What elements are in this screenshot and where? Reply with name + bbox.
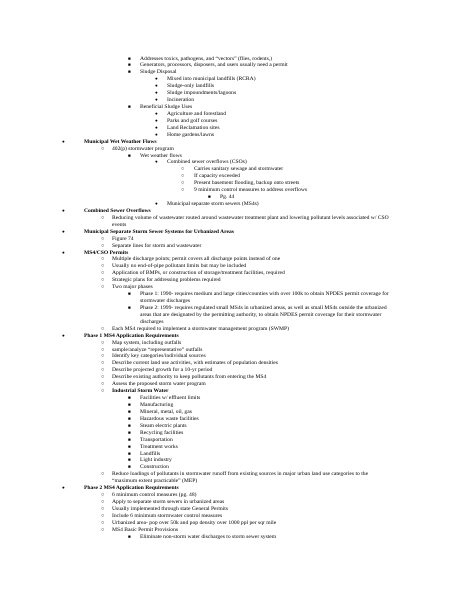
outline-item-text: Figure 74: [112, 235, 134, 242]
disc-bullet-icon: ●: [155, 90, 158, 96]
outline-item-text: Light industry: [140, 457, 172, 464]
disc-bullet-icon: ●: [62, 207, 65, 213]
disc-bullet-icon: ●: [62, 485, 65, 491]
outline-item-text: Combined Sewer Overflows: [84, 207, 151, 214]
outline-item-text: 402(p) stormwater program: [112, 145, 174, 152]
outline-item-text: Describe projected growth for a 10-yr period: [112, 367, 213, 374]
outline-item-text: Apply to separate storm sewers in urbanized areas: [112, 499, 225, 506]
outline-item-text: Facilities w/ effluent limits: [140, 395, 201, 402]
disc-bullet-icon: ●: [155, 97, 158, 103]
outline-item-text: Steam electric plants: [140, 422, 187, 429]
outline-item-text: Home gardens/lawns: [167, 131, 215, 138]
outline-item-text: Industrial Storm Water: [112, 388, 169, 395]
circle-bullet-icon: ○: [101, 526, 105, 533]
disc-bullet-icon: ●: [62, 332, 65, 338]
square-bullet-icon: ■: [128, 62, 131, 68]
square-bullet-icon: ■: [128, 429, 131, 435]
outline-item-text: Carries sanitary sewage and stormwater: [194, 166, 284, 173]
outline-item-text: Two major phases: [112, 284, 153, 291]
square-bullet-icon: ■: [128, 464, 131, 470]
square-bullet-icon: ■: [128, 304, 131, 310]
square-bullet-icon: ■: [128, 55, 131, 61]
circle-bullet-icon: ○: [101, 263, 105, 270]
outline-item-text: Present basement flooding, backup onto streets: [194, 180, 300, 187]
outline-item-text: Mineral, metal, oil, gas: [140, 408, 192, 415]
disc-bullet-icon: ●: [155, 124, 158, 130]
outline-item-text: Include 6 minimum stormwater control measures: [112, 512, 223, 519]
square-bullet-icon: ■: [128, 533, 131, 539]
outline-item-text: 6 minimum control measures (pg. 48): [112, 492, 197, 499]
circle-bullet-icon: ○: [101, 284, 105, 291]
outline-item-text: Identify key categories/individual sources: [112, 353, 206, 360]
disc-bullet-icon: ●: [155, 76, 158, 82]
circle-bullet-icon: ○: [101, 505, 105, 512]
square-bullet-icon: ■: [128, 422, 131, 428]
circle-bullet-icon: ○: [101, 374, 105, 381]
outline-item-text: Municipal separate storm sewers (MS4s): [167, 201, 259, 208]
outline-item-text: Usually implemented through state General Permits: [112, 505, 229, 512]
outline-item-continuation-text: events: [112, 221, 127, 228]
square-bullet-icon: ■: [208, 194, 211, 200]
circle-bullet-icon: ○: [101, 492, 105, 499]
outline-item-text: Pg. 44: [220, 194, 235, 201]
outline-item-text: Addresses toxics, pathogens, and “vectors” (flies, rodents,): [140, 55, 273, 62]
outline-item-text: Assess the proposed storm water program: [112, 381, 206, 388]
outline-item-text: Reducing volume of wastewater routed around wastewater treatment plant and lowering pollutant levels associated w/ CSO: [112, 214, 389, 221]
outline-item-text: Phase 2: 1999- requires regulated small MS4s in urbanized areas, as well as small MS4s outside the urbanized: [140, 304, 387, 311]
outline-item-text: Generators, processors, disposers, and users usually need a permit: [140, 62, 288, 69]
outline-item-text: Mixed into municipal landfills (RCRA): [167, 76, 256, 83]
outline-item-text: Transportation: [140, 436, 173, 443]
circle-bullet-icon: ○: [101, 270, 105, 277]
circle-bullet-icon: ○: [101, 235, 105, 242]
circle-bullet-icon: ○: [101, 367, 105, 374]
outline-item-text: Hazardous waste facilities: [140, 415, 199, 422]
outline-item-text: Application of BMPs, or construction of storage/treatment facilities, required: [112, 270, 285, 277]
circle-bullet-icon: ○: [181, 173, 185, 180]
circle-bullet-icon: ○: [101, 346, 105, 353]
outline-item-continuation-text: stormwater discharges: [140, 298, 191, 305]
circle-bullet-icon: ○: [101, 242, 105, 249]
circle-bullet-icon: ○: [101, 499, 105, 506]
disc-bullet-icon: ●: [62, 249, 65, 255]
outline-item-text: Landfills: [140, 450, 161, 457]
disc-bullet-icon: ●: [155, 117, 158, 123]
outline-item-text: Phase 1: 1990- requires medium and large cities/counties with over 100k to obtain NPDES permit coverage for: [140, 291, 389, 298]
circle-bullet-icon: ○: [101, 277, 105, 284]
outline-item-text: Beneficial Sludge Uses: [140, 104, 193, 110]
disc-bullet-icon: ●: [155, 159, 158, 165]
circle-bullet-icon: ○: [101, 339, 105, 346]
outline-item-text: Map system, including outfalls: [112, 339, 182, 346]
outline-item-text: Municipal Separate Storm Sewer Systems for Urbanized Areas: [84, 228, 234, 235]
outline-item-text: Eliminate non-storm water discharges to storm sewer system: [140, 533, 277, 540]
square-bullet-icon: ■: [128, 395, 131, 401]
outline-item-text: Describe existing authority to keep pollutants from entering the MS4: [112, 374, 267, 381]
outline-item-text: Usually no end-of-pipe pollutant limits but may be included: [112, 263, 247, 270]
circle-bullet-icon: ○: [101, 353, 105, 360]
square-bullet-icon: ■: [128, 152, 131, 158]
circle-bullet-icon: ○: [181, 187, 185, 194]
outline-item-text: Sludge-only landfills: [167, 83, 215, 90]
circle-bullet-icon: ○: [101, 471, 105, 478]
outline-item-text: Phase 2 MS4 Application Requirements: [84, 485, 179, 492]
square-bullet-icon: ■: [128, 443, 131, 449]
outline-item-text: Strategic plans for addressing problems required: [112, 277, 221, 284]
circle-bullet-icon: ○: [101, 360, 105, 367]
outline-item-continuation-text: “maximum extent practicable” (MEP): [112, 478, 198, 485]
circle-bullet-icon: ○: [101, 388, 105, 395]
outline-item-text: Reduce loadings of pollutants in stormwater runoff from existing sources in major urban land use categories to the: [112, 471, 369, 478]
circle-bullet-icon: ○: [101, 256, 105, 263]
circle-bullet-icon: ○: [101, 214, 105, 221]
outline-item-text: Municipal Wet Weather Flows: [84, 138, 157, 145]
square-bullet-icon: ■: [128, 104, 131, 109]
outline-item-text: MS4 Basic Permit Provisions: [112, 526, 179, 533]
square-bullet-icon: ■: [128, 291, 131, 297]
outline-item-text: MS4/CSO Permits: [84, 249, 129, 256]
outline-item-text: 9 minimum control measures to address overflows: [194, 187, 308, 194]
outline-item-text: Phase 1 MS4 Application Requirements: [84, 332, 179, 339]
outline-item-text: Sludge impoundments/lagoons: [167, 90, 237, 97]
outline-item-text: Multiple discharge points; permit covers all discharge points instead of one: [112, 256, 281, 263]
circle-bullet-icon: ○: [101, 381, 105, 388]
circle-bullet-icon: ○: [101, 519, 105, 526]
circle-bullet-icon: ○: [101, 325, 105, 332]
outline-item-continuation-text: areas that are designated by the permitting authority, to obtain NPDES permit coverage for their stormwater: [140, 311, 382, 318]
square-bullet-icon: ■: [128, 402, 131, 407]
outline-item-text: Incineration: [167, 97, 195, 104]
disc-bullet-icon: ●: [62, 228, 65, 234]
outline-item-text: sample/analyze “representative” outfalls: [112, 346, 203, 353]
outline-item-text: Wet weather flows: [140, 152, 182, 159]
outline-item-text: Parks and golf courses: [167, 117, 218, 124]
circle-bullet-icon: ○: [101, 512, 105, 519]
outline-item-text: If capacity exceeded: [194, 173, 240, 180]
outline-item-continuation-text: discharges: [140, 318, 164, 325]
circle-bullet-icon: ○: [181, 180, 185, 187]
square-bullet-icon: ■: [128, 457, 131, 463]
disc-bullet-icon: ●: [155, 83, 158, 89]
outline-item-text: Treatment works: [140, 443, 178, 450]
circle-bullet-icon: ○: [101, 145, 105, 152]
outline-item-text: Agriculture and forestland: [167, 110, 227, 117]
square-bullet-icon: ■: [128, 415, 131, 421]
circle-bullet-icon: ○: [181, 166, 185, 173]
outline-item-text: Recycling facilities: [140, 429, 184, 436]
square-bullet-icon: ■: [128, 69, 131, 75]
disc-bullet-icon: ●: [155, 110, 158, 116]
square-bullet-icon: ■: [128, 436, 131, 442]
square-bullet-icon: ■: [128, 450, 131, 456]
outline-item-text: Sludge Disposal: [140, 69, 177, 76]
square-bullet-icon: ■: [128, 408, 131, 414]
disc-bullet-icon: ●: [62, 138, 65, 144]
outline-item-text: Separate lines for storm and wastewater: [112, 242, 202, 249]
outline-item-text: Construction: [140, 464, 169, 471]
outline-item-text: Urbanized area- pop over 50k and pop density over 1000 ppl per sqr mile: [112, 519, 277, 526]
disc-bullet-icon: ●: [155, 201, 158, 207]
disc-bullet-icon: ●: [155, 131, 158, 137]
outline-item-text: Combined sewer overflows (CSOs): [167, 159, 247, 166]
outline-item-text: Manufacturing: [140, 402, 174, 408]
outline-item-text: Land Reclamation sites: [167, 124, 220, 131]
outline-item-text: Each MS4 required to implement a stormwater management program (SWMP): [112, 325, 289, 332]
outline-item-text: Describe current land use activities, with estimates of population densities: [112, 360, 278, 367]
